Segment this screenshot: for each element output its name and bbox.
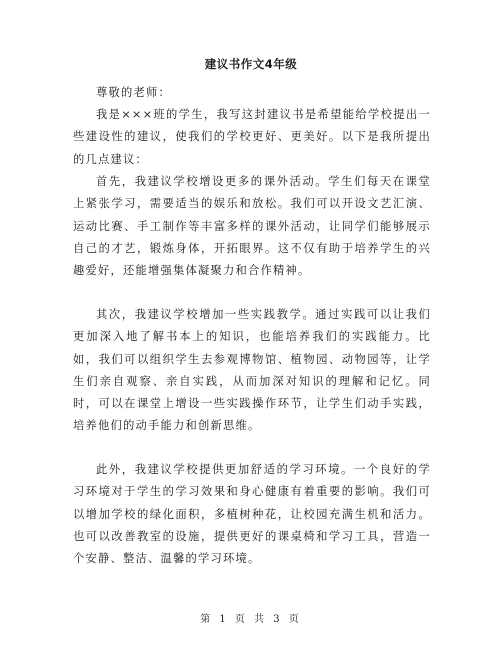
document-title: 建议书作文4年级 [204,57,298,71]
paragraph-practice: 其次，我建议学校增加一些实践教学。通过实践可以让我们更加深入地了解书本上的知识，也能培养我们的实践能力。比如，我们可以组织学生去参观博物馆、植物园、动物园等，让学生们亲自观察、亲自实践，从而加深对知识的理解和记忆。同时，可以在课堂上增设一些实践操作环节，让学生们动手实践，培养他们的动手能力和创新思维。 [73,308,431,433]
paragraph-extracurricular: 首先，我建议学校增设更多的课外活动。学生们每天在课堂上紧张学习，需要适当的娱乐和放松。我们可以开设文艺汇演、运动比赛、手工制作等丰富多样的课外活动，让同学们能够展示自己的才艺，锻炼身体，开拓眼界。这不仅有助于培养学生的兴趣爱好，还能增强集体凝聚力和合作精神。 [73,175,431,278]
paragraph-intro: 我是×××班的学生，我写这封建议书是希望能给学校提出一些建设性的建议，使我们的学校更好、更美好。以下是我所提出的几点建议： [73,108,431,166]
paragraph-environment: 此外，我建议学校提供更加舒适的学习环境。一个良好的学习环境对于学生的学习效果和身心健康有着重要的影响。我们可以增加学校的绿化面积，多植树种花，让校园充满生机和活力。也可以改善教室的设施，提供更好的课桌椅和学习工具，营造一个安静、整洁、温馨的学习环境。 [73,463,431,566]
page-footer: 第 1 页 共 3 页 [200,614,302,625]
greeting: 尊敬的老师： [96,86,171,99]
